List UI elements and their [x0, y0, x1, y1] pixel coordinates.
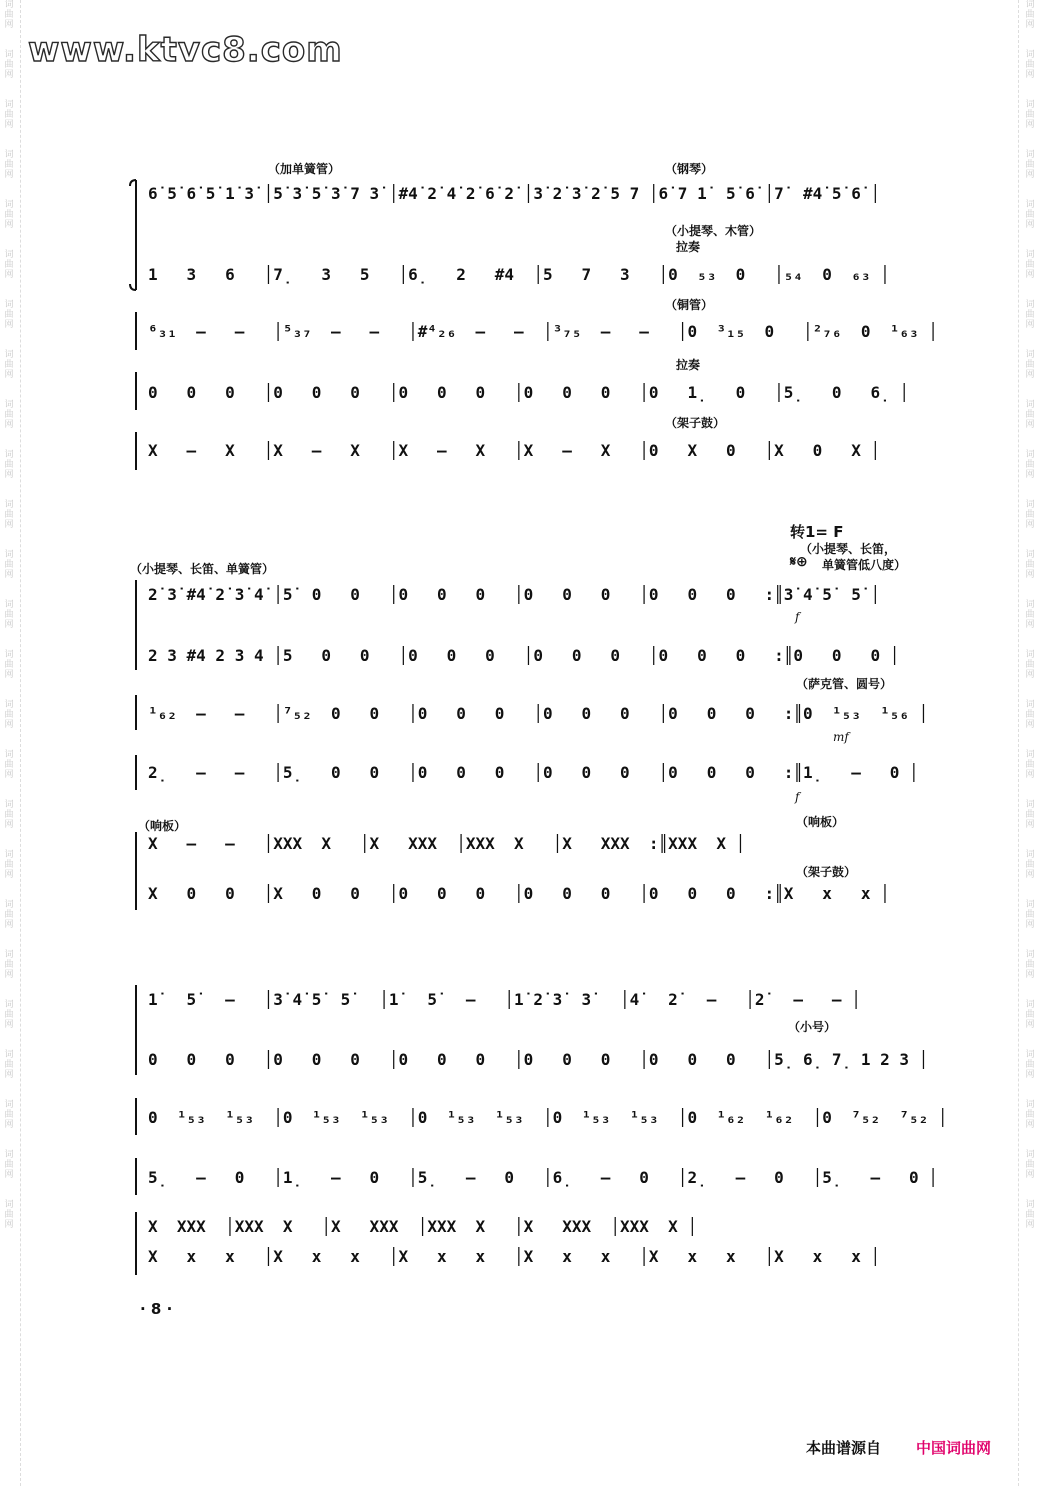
- instrument-label: （铜管）: [665, 298, 714, 312]
- score-row: ⁶₃₁ – – │⁵₃₇ – – │#⁴₂₆ – – │³₇₅ – – │0 ³₁₅ 0 │²₇₆ 0 ¹₆₃ │: [148, 322, 938, 341]
- score-row: X – X │X – X │X – X │X – X │0 X 0 │X 0 X │: [148, 441, 881, 460]
- score-row: 6̇ 5̇ 6̇ 5̇ 1̇ 3̇ │5̇ 3̇ 5̇ 3̇ 7 3̇ │#4̇ 2̇ 4̇ 2̇ 6̇ 2̇ │3̇ 2̇ 3̇ 2̇ 5 7 │6̇ 7 1̇ 5̇ 6̇ │7̇ #4̇ 5̇ 6̇ │: [148, 184, 881, 203]
- site-watermark: www.ktvc8.com: [28, 30, 343, 70]
- score-row: 1 3 6 │7̣ 3 5 │6̣ 2 #4 │5 7 3 │0 ₅₃ 0 │₅₄ 0 ₆₃ │: [148, 265, 890, 284]
- source-label: 本曲谱源自: [806, 1439, 882, 1457]
- score-row: 1̇ 5̇ – │3̇ 4̇ 5̇ 5̇ │1̇ 5̇ – │1̇ 2̇ 3̇ 3̇ │4̇ 2̇ – │2̇ – – │: [148, 990, 861, 1009]
- score-row: ¹₆₂ – – │⁷₅₂ 0 0 │0 0 0 │0 0 0 │0 0 0 :║0 ¹₅₃ ¹₅₆ │: [148, 704, 929, 723]
- technique-label: 拉奏: [676, 240, 701, 254]
- instrument-label: （响板）: [796, 815, 845, 829]
- score-row: 2 3 #4 2 3 4 │5 0 0 │0 0 0 │0 0 0 │0 0 0 :║0 0 0 │: [148, 646, 900, 665]
- score-row: X – – │XXX X │X XXX │XXX X │X XXX :║XXX X │: [148, 834, 746, 853]
- site-name-link[interactable]: 中国词曲网: [916, 1439, 992, 1457]
- score-row: 0 0 0 │0 0 0 │0 0 0 │0 0 0 │0 1̣ 0 │5̣ 0 6̣ │: [148, 383, 909, 402]
- instrument-label: （小提琴、长笛、单簧管）: [130, 562, 275, 576]
- score-row: 0 ¹₅₃ ¹₅₃ │0 ¹₅₃ ¹₅₃ │0 ¹₅₃ ¹₅₃ │0 ¹₅₃ ¹₅₃ │0 ¹₆₂ ¹₆₂ │0 ⁷₅₂ ⁷₅₂ │: [148, 1108, 948, 1127]
- instrument-label: （小提琴、木管）: [665, 224, 762, 238]
- dynamic-marking: mf: [833, 730, 849, 744]
- instrument-label: （萨克管、圆号）: [796, 677, 893, 691]
- instrument-label: （钢琴）: [665, 162, 714, 176]
- instrument-label: （架子鼓）: [665, 416, 726, 430]
- instrument-label: （架子鼓）: [796, 865, 857, 879]
- instrument-label: （小提琴、长笛，: [800, 542, 897, 556]
- score-row: 0 0 0 │0 0 0 │0 0 0 │0 0 0 │0 0 0 │5̣ 6̣ 7̣ 1 2 3 │: [148, 1050, 929, 1069]
- dynamic-marking: f: [795, 790, 800, 804]
- technique-label: 拉奏: [676, 358, 701, 372]
- instrument-label: 单簧管低八度）: [822, 558, 907, 572]
- page-number: · 8 ·: [140, 1300, 173, 1318]
- key-change: 转1= F: [790, 523, 844, 541]
- score-row: X x x │X x x │X x x │X x x │X x x │X x x │: [148, 1247, 881, 1266]
- score-row: 2̣ – – │5̣ 0 0 │0 0 0 │0 0 0 │0 0 0 :║1̣ – 0 │: [148, 763, 919, 782]
- left-side-watermark: 词 曲 网 词 曲 网 词 曲 网 词 曲 网 词 曲 网 词 曲 网 词 曲 网 词 曲 网 词 曲 网 词 曲 网 词 曲 网 词 曲 网 词 曲 网 词 曲 网 词 曲 网 词 曲 网 词 曲 网 词 曲 网 词 曲 网 词 曲 网 词 曲 网 词 曲 网 词 曲 网 词 曲 网 词 曲 网: [4, 0, 14, 1230]
- score-row: X 0 0 │X 0 0 │0 0 0 │0 0 0 │0 0 0 :║X x x │: [148, 884, 890, 903]
- score-row: 2̇ 3̇ #4̇ 2̇ 3̇ 4̇ │5̇ 0 0 │0 0 0 │0 0 0 │0 0 0 :║3̇ 4̇ 5̇ 5̇ │: [148, 585, 881, 604]
- instrument-label: （加单簧管）: [268, 162, 341, 176]
- right-side-watermark: 词 曲 网 词 曲 网 词 曲 网 词 曲 网 词 曲 网 词 曲 网 词 曲 网 词 曲 网 词 曲 网 词 曲 网 词 曲 网 词 曲 网 词 曲 网 词 曲 网 词 曲 网 词 曲 网 词 曲 网 词 曲 网 词 曲 网 词 曲 网 词 曲 网 词 曲 网 词 曲 网 词 曲 网 词 曲 网: [1025, 0, 1035, 1230]
- score-row: X XXX │XXX X │X XXX │XXX X │X XXX │XXX X │: [148, 1217, 698, 1236]
- instrument-label: （小号）: [788, 1020, 837, 1034]
- score-row: 5̣ – 0 │1̣ – 0 │5̣ – 0 │6̣ – 0 │2̣ – 0 │5̣ – 0 │: [148, 1168, 938, 1187]
- instrument-label: （响板）: [138, 819, 187, 833]
- segno-coda-sign: 𝄋⊕: [790, 554, 808, 570]
- dynamic-marking: f: [795, 610, 800, 624]
